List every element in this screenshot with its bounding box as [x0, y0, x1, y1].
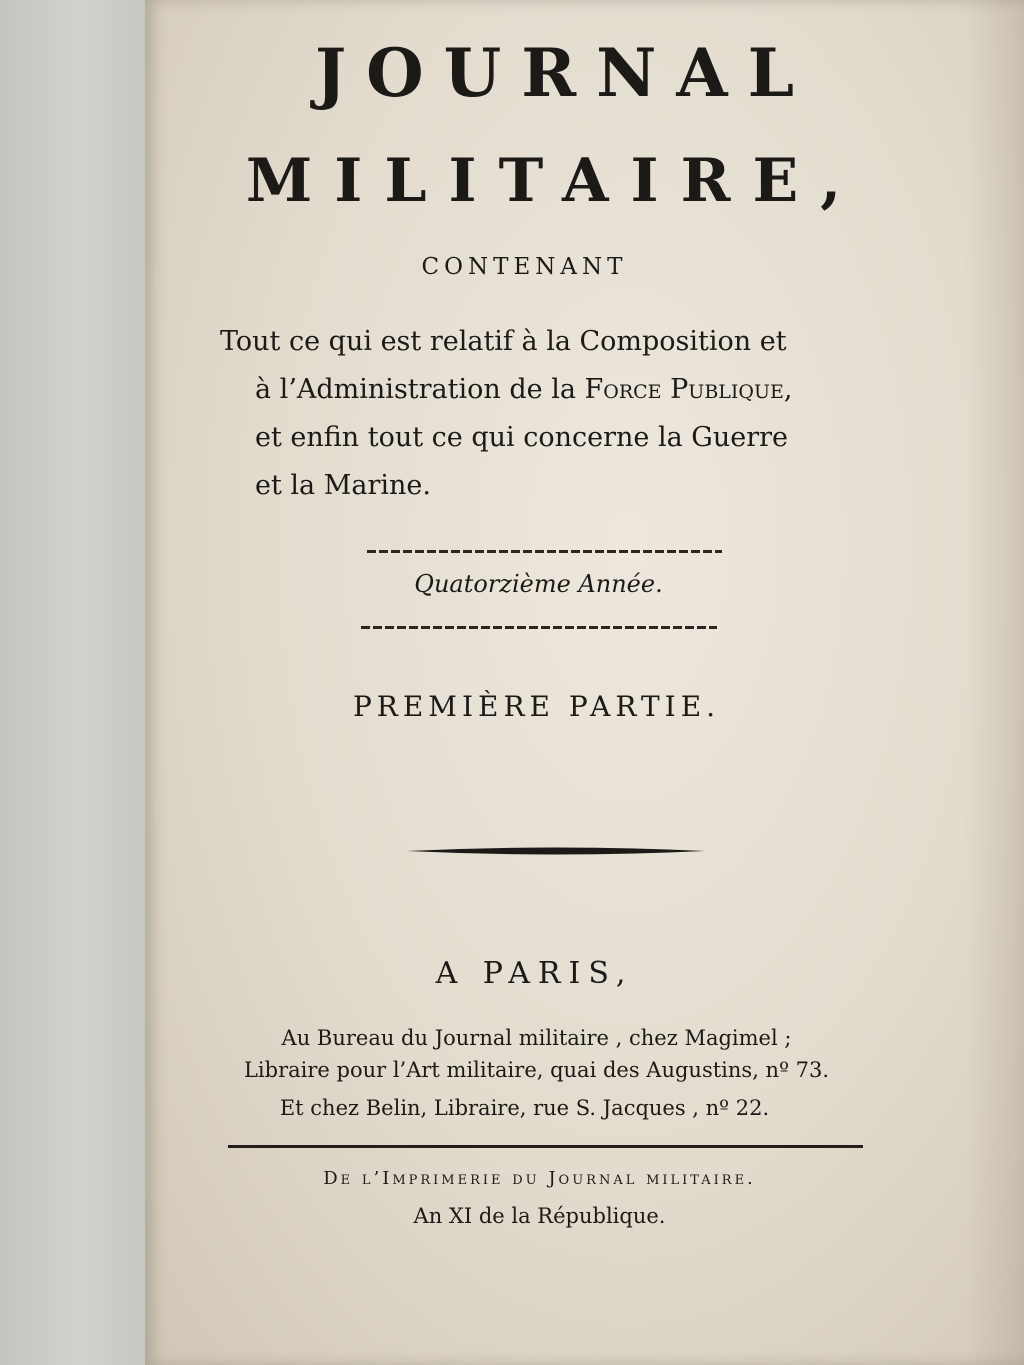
- description-line-4: et la Marine.: [255, 470, 431, 501]
- imprint-line-2: Libraire pour l’Art militaire, quai des Augustins, nº 73.: [243, 1058, 830, 1082]
- description-line-1: Tout ce qui est relatif à la Composition et: [220, 326, 787, 357]
- description-line-2-comma: ,: [783, 374, 793, 405]
- dashed-rule-top: [367, 550, 722, 553]
- journal-title-line2: MILITAIRE,: [245, 146, 864, 216]
- description-line-3: et enfin tout ce qui concerne la Guerre: [255, 422, 789, 453]
- ornamental-swell-rule: [407, 846, 705, 856]
- part-label: PREMIÈRE PARTIE.: [352, 690, 721, 723]
- title-page: [145, 0, 1024, 1365]
- force-publique-text: Force Publique: [584, 374, 784, 405]
- contenant-heading: CONTENANT: [421, 254, 628, 280]
- printer-line: De l’Imprimerie du Journal militaire.: [323, 1168, 756, 1189]
- date-line: An XI de la République.: [413, 1204, 666, 1228]
- journal-title-line1: JOURNAL: [314, 34, 815, 112]
- description-block: [220, 318, 870, 510]
- description-line-2: [220, 366, 870, 414]
- year-label: Quatorzième Année.: [414, 570, 663, 598]
- imprint-line-1: Au Bureau du Journal militaire , chez Magimel ;: [281, 1026, 792, 1050]
- description-line-2-text: à l’Administration de la: [255, 374, 585, 405]
- city-label: A PARIS,: [435, 956, 634, 991]
- dashed-rule-bottom: [361, 626, 717, 629]
- imprint-block: [97, 1022, 976, 1086]
- horizontal-rule: [228, 1145, 863, 1148]
- imprint-line-3: Et chez Belin, Libraire, rue S. Jacques , nº 22.: [279, 1096, 770, 1120]
